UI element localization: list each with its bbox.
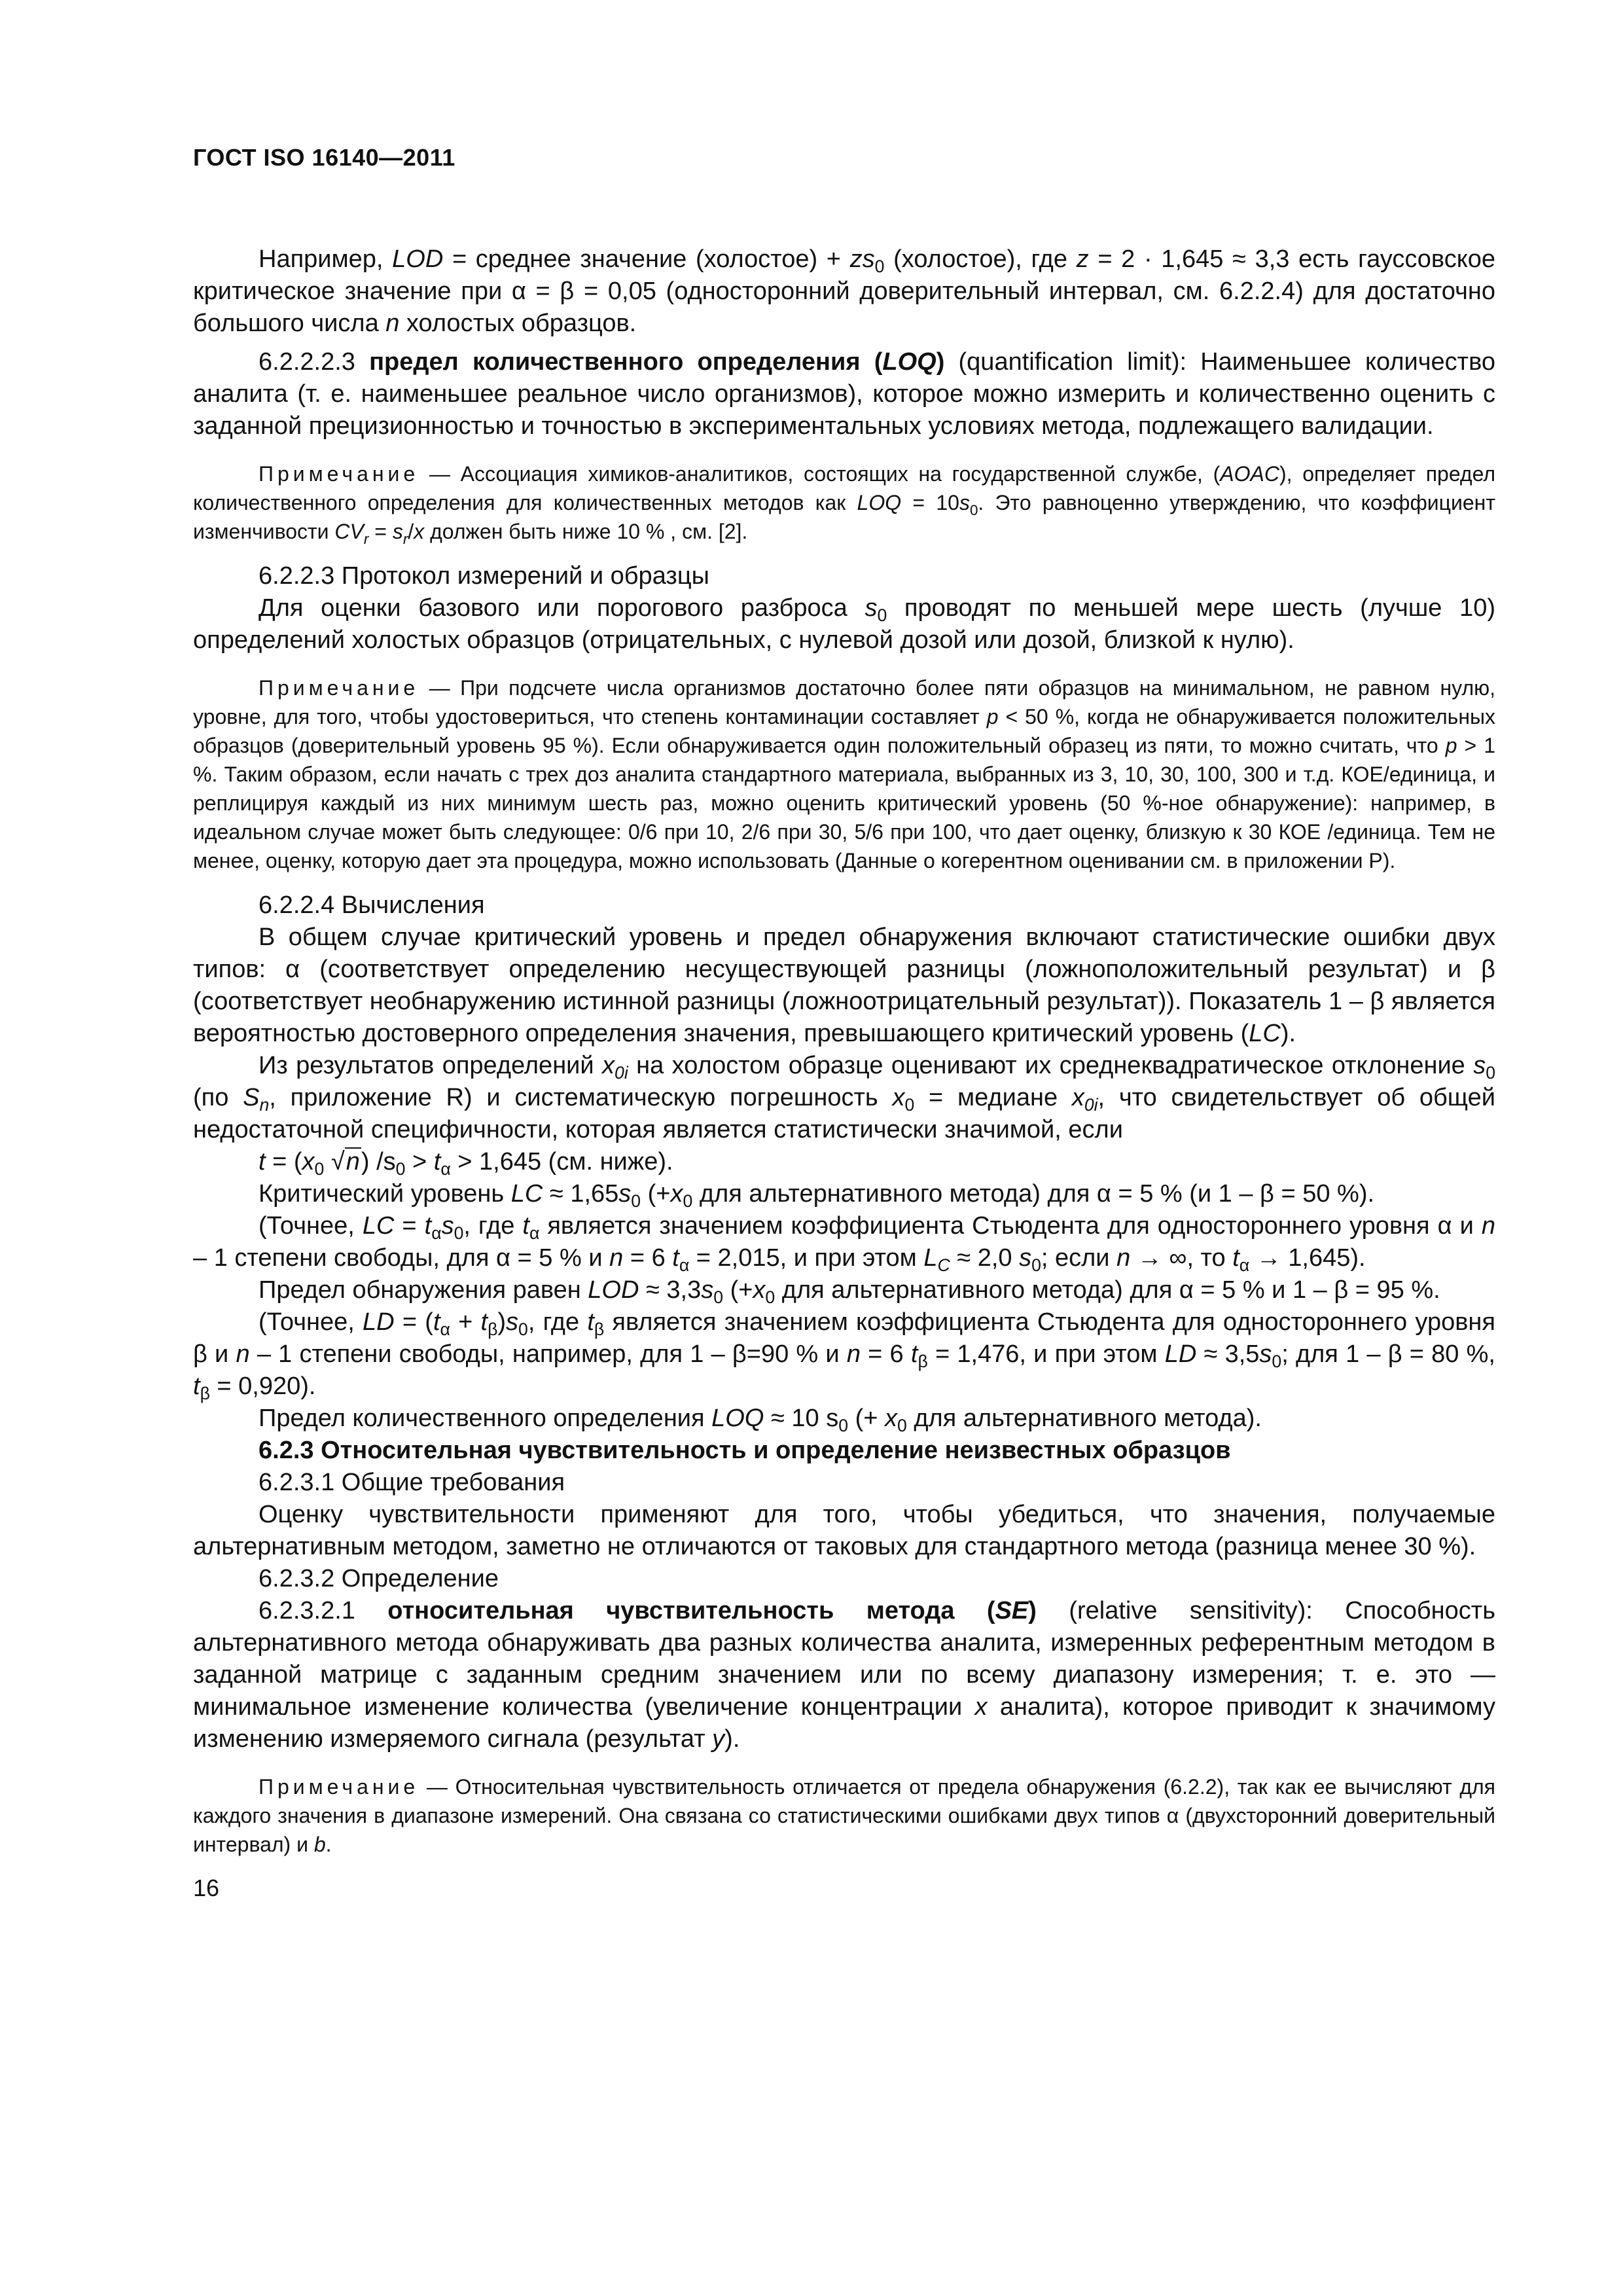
paragraph-lod-value: Предел обнаружения равен LOD ≈ $3,3s_0$ ($+x_0$ для альтернативного метода) для α = 5 % и 1 – β = 95 %. — [259, 1276, 1440, 1307]
document-page — [193, 144, 1495, 1902]
note-relative-sensitivity: Примечание — Относительная чувствительность отличается от предела обнаружения (6.2.2), так как ее вычисляют для каждого значения в диапазоне измерений. Она связана со статистическими ошибками двух типов α (двухсторонний доверительный интервал) и b. — [193, 1775, 1495, 1856]
note-organism-count: Примечание — При подсчете числа организмов достаточно более пяти образцов на минимальном, не равном нулю, уровне, для того, чтобы удостовериться, что степень контаминации составляет p < 50 %, когда не обнаруживается положительных образцов (доверительный уровень 95 %). Если обнаруживается один положительный образец из пяти, то можно считать, что p > 1 %. Таким образом, если начать с трех доз аналита стандартного материала, выбранных из 3, 10, 30, 100, 300 и т.д. КОЕ/единица, и реплицируя каждый из них минимум шесть раз, можно оценить критический уровень (50 %-ное обнаружение): например, в идеальном случае может быть следующее: 0/6 при 10, 2/6 при 30, 5/6 при 100, что дает оценку, близкую к 30 КОЕ /единица. Тем не менее, оценку, которую дает эта процедура, можно использовать (Данные о когерентном оценивании см. в приложении P). — [193, 676, 1496, 872]
paragraph-lc-precise: (Точнее, LC = $t_\alpha s_0$, где $t_\alpha$ является значением коэффициента Стьюдента для одностороннего уровня α и n – 1 степени свободы, для α = 5 % и n = 6 $t_\alpha = 2,015$, и при этом $L_C \approx 2,0$ $s_0$; если n → ∞, то $t_\alpha \to 1,645$). — [193, 1212, 1495, 1275]
paragraph-sensitivity-general: Оценку чувствительности применяют для того, чтобы убедиться, что значения, получаемые альтернативным методом, заметно не отличаются от таковых для стандартного метода (разница менее 30 %). — [193, 1501, 1495, 1560]
page-header: ГОСТ ISO 16140—2011 — [193, 144, 455, 171]
section-heading-6-2-2-4: 6.2.2.4 Вычисления — [259, 891, 485, 919]
paragraph-loq-definition: 6.2.2.2.3 предел количественного определения (LOQ) (quantification limit): Наименьшее количество аналита (т. е. наименьшее реальное число организмов), которое можно измерить и количественно оценить с заданной прецизионностью и точностью в экспериментальных условиях метода, подлежащего валидации. — [193, 348, 1495, 440]
paragraph-blank-results: Из результатов определений $x_{0i}$ на холостом образце оценивают их среднеквадратическое отклонение $s_0$ (по $S_n$, приложение R) и систематическую погрешность $x_0$ = медиане $x_{0i}$, что свидетельствует об общей недостаточной специфичности, которая является статистически значимой, если — [193, 1052, 1495, 1143]
paragraph-lod-example: Например, LOD = среднее значение (холостое) + $zs_0$ (холостое), где z = 2 · 1,645 ≈ 3,3 есть гауссовское критическое значение при α = β = 0,05 (односторонний доверительный интервал, см. 6.2.2.4) для достаточно большого числа n холостых образцов. — [193, 245, 1496, 337]
note-label: Примечание — [259, 1775, 419, 1799]
note-aoac: Примечание — Ассоциация химиков-аналитиков, состоящих на государственной службе, (AOAC), определяет предел количественного определения для количественных методов как LOQ = $10s_0$. Это равноценно утверждению, что коэффициент изменчивости $CV_r = s_r/x$ должен быть ниже 10 % , см. [2]. — [193, 462, 1496, 547]
section-heading-6-2-2-3: 6.2.2.3 Протокол измерений и образцы — [259, 562, 709, 590]
note-label: Примечание — [259, 676, 419, 700]
section-heading-6-2-3-2: 6.2.3.2 Определение — [259, 1565, 499, 1592]
section-heading-6-2-3-1: 6.2.3.1 Общие требования — [259, 1469, 565, 1496]
page-number: 16 — [193, 1874, 220, 1901]
paragraph-ld-precise: (Точнее, LD = $(t_\alpha + t_\beta)s_0$, где $t_\beta$ является значением коэффициента Стьюдента для одностороннего уровня β и n – 1 степени свободы, например, для 1 – β=90 % и n = 6 $t_\beta = 1,476$, и при этом LD ≈ $3,5s_0$; для 1 – β = 80 %, $t_\beta = 0,920$). — [193, 1308, 1495, 1403]
section-heading-6-2-3: 6.2.3 Относительная чувствительность и определение неизвестных образцов — [259, 1437, 1231, 1464]
paragraph-error-types: В общем случае критический уровень и предел обнаружения включают статистические ошибки двух типов: α (соответствует определению несуществующей разницы (ложноположительный результат) и β (соответствует необнаружению истинной разницы (ложноотрицательный результат)). Показатель 1 – β является вероятностью достоверного определения значения, превышающего критический уровень (LC). — [193, 924, 1495, 1047]
paragraph-loq-value: Предел количественного определения LOQ ≈ 10 $s_0$ (+ $x_0$ для альтернативного метода). — [259, 1405, 1262, 1435]
paragraph-critical-level: Критический уровень LC ≈ $1,65s_0$ ($+x_0$ для альтернативного метода) для α = 5 % (и 1 – β = 50 %). — [259, 1180, 1375, 1211]
formula-t-statistic: $t = (x_0$ √n) $/s_0 > t_\alpha > 1,645$ (см. ниже). — [259, 1148, 673, 1179]
paragraph-se-definition: 6.2.3.2.1 относительная чувствительность метода (SE) (relative sensitivity): Способность альтернативного метода обнаруживать два разных количества аналита, измеренных референтным методом в заданной матрице с заданным средним значением или по всему диапазону измерения; т. е. это — минимальное изменение количества (увеличение концентрации x аналита), которое приводит к значимому изменению измеряемого сигнала (результат y). — [193, 1597, 1495, 1753]
note-label: Примечание — [259, 462, 419, 486]
paragraph-blank-samples: Для оценки базового или порогового разброса $s_0$ проводят по меньшей мере шесть (лучше 10) определений холостых образцов (отрицательных, с нулевой дозой или дозой, близкой к нулю). — [193, 594, 1495, 654]
